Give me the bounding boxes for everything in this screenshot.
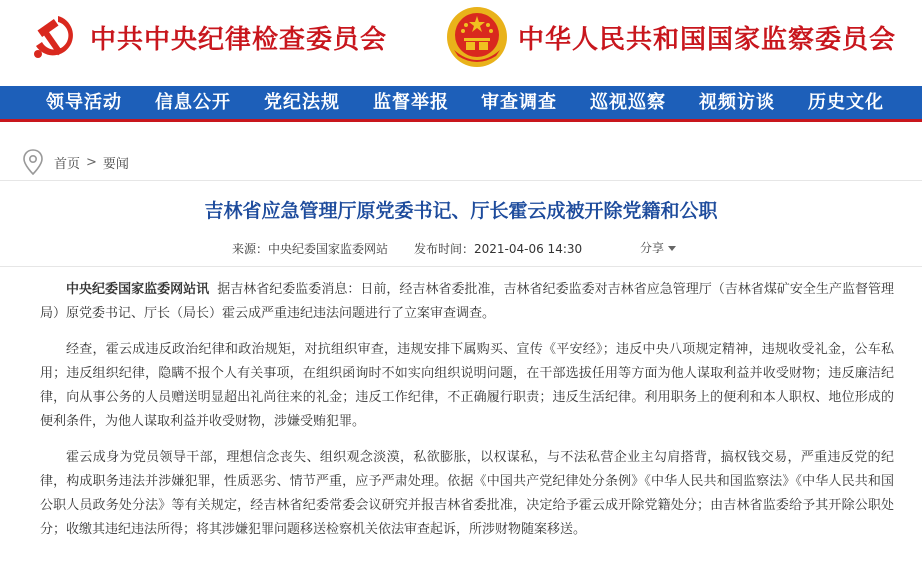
cpc-discipline-commission-name: 中共中央纪律检查委员会 (90, 25, 388, 55)
article-publish-time: 发布时间：2021-04-06 14:30 (414, 242, 583, 256)
article-paragraph: 霍云成身为党员领导干部，理想信念丧失、组织观念淡漠，私欲膨胀，以权谋私，与不法私营企业主勾肩搭背，搞权钱交易，严重违反党的纪律，构成职务违法并涉嫌犯罪，性质恶劣、情节严重，应予严肃处理。依据《中国共产党纪律处分条例》《中华人民共和国监察法》《中华人民共和国公职人员政务处分法》等有关规定，经吉林省纪委常委会议研究并报吉林省委批准，决定给予霍云成开除党籍处分；由吉林省监委给予其开除公职处分；收缴其违纪违法所得；将其涉嫌犯罪问题移送检察机关依法审查起诉，所涉财物随案移送。 (40, 450, 894, 537)
share-label: 分享 (640, 241, 665, 255)
divider (0, 180, 922, 181)
nav-item-inspection[interactable]: 巡视巡察 (590, 92, 666, 113)
nav-item-report[interactable]: 监督举报 (373, 92, 449, 113)
article-paragraph-text: 据吉林省纪委监委消息：日前，经吉林省委批准，吉林省纪委监委对吉林省应急管理厅（吉林省煤矿安全生产监督管理局）原党委书记、厅长（局长）霍云成严重违纪违法问题进行了立案审查调查。 (40, 282, 894, 321)
chevron-down-icon (668, 246, 676, 251)
article-lead: 中央纪委国家监委网站讯 (66, 282, 210, 297)
article-paragraph (40, 278, 894, 326)
share-button[interactable] (640, 239, 676, 256)
party-emblem-icon (28, 10, 80, 62)
location-pin-icon (22, 149, 44, 175)
nav-item-leadership[interactable]: 领导活动 (46, 92, 122, 113)
nav-item-regulations[interactable]: 党纪法规 (264, 92, 340, 113)
main-nav (0, 86, 922, 122)
site-header (0, 0, 922, 88)
national-supervisory-commission-name: 中华人民共和国国家监察委员会 (518, 25, 897, 55)
breadcrumb (22, 148, 129, 176)
breadcrumb-separator: > (86, 154, 97, 170)
nav-item-investigation[interactable]: 审查调查 (481, 92, 557, 113)
breadcrumb-home-link[interactable]: 首页 (54, 156, 81, 172)
national-emblem-icon (446, 6, 508, 68)
nav-item-history-culture[interactable]: 历史文化 (808, 92, 884, 113)
article-paragraph: 经查，霍云成违反政治纪律和政治规矩，对抗组织审查，违规安排下属购买、宣传《平安经》；违反中央八项规定精神，违规收受礼金，公车私用；违反组织纪律，隐瞒不报个人有关事项，在组织函询时不如实向组织说明问题，在干部选拔任用等方面为他人谋取利益并收受财物；违反廉洁纪律，向从事公务的人员赠送明显超出礼尚往来的礼金；违反工作纪律，不正确履行职责；违反生活纪律。利用职务上的便利和本人职权、地位形成的便利条件，为他人谋取利益并收受财物，涉嫌受贿犯罪。 (40, 342, 894, 429)
nav-item-info-disclosure[interactable]: 信息公开 (155, 92, 231, 113)
nav-item-video-interviews[interactable]: 视频访谈 (699, 92, 775, 113)
article-title: 吉林省应急管理厅原党委书记、厅长霍云成被开除党籍和公职 (204, 200, 718, 222)
divider (0, 266, 922, 267)
breadcrumb-current-link[interactable]: 要闻 (102, 156, 129, 172)
article-body (40, 278, 894, 554)
article-source: 来源：中央纪委国家监委网站 (232, 242, 389, 256)
